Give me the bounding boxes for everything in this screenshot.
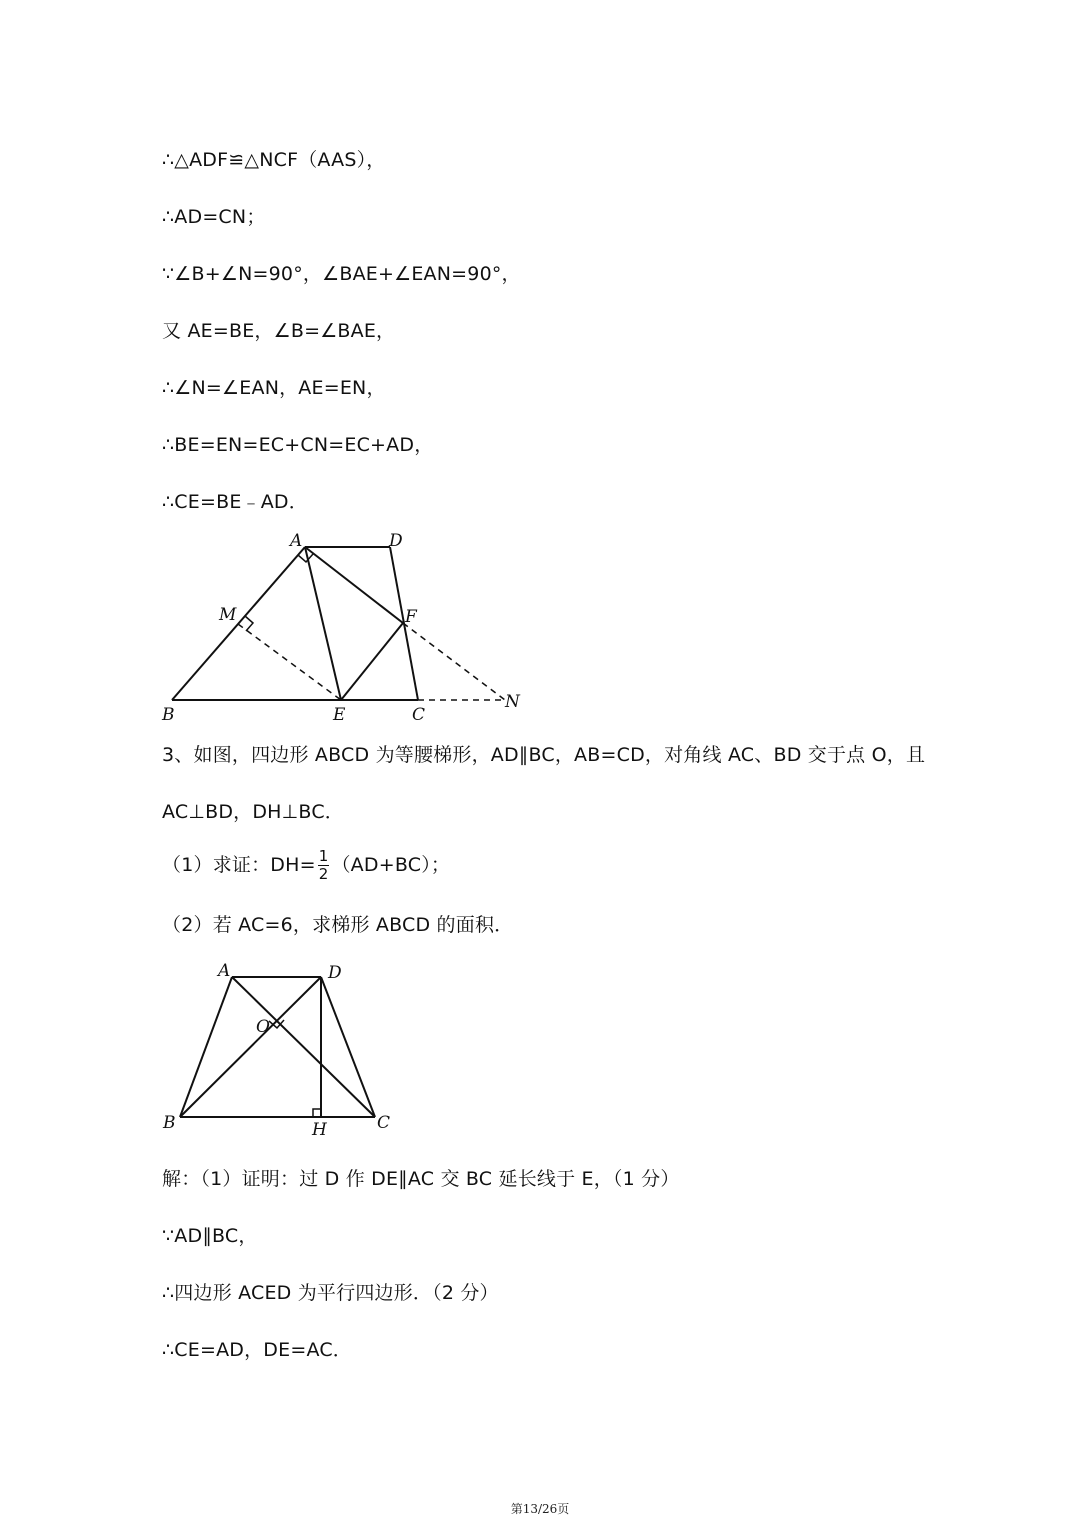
dashed-FN <box>403 623 505 700</box>
right-angle-mark-M <box>245 616 253 631</box>
right-angle-mark-H <box>313 1109 321 1117</box>
problem-3-part-1 <box>162 848 450 882</box>
problem-3-line-1: 3、如图，四边形 ABCD 为等腰梯形，AD∥BC，AB=CD，对角线 AC、BD 交于点 O，且 <box>162 744 926 766</box>
segment-DC <box>321 977 375 1117</box>
label-F: F <box>405 607 417 627</box>
proof-line-5: ∴∠N=∠EAN，AE=EN， <box>162 377 386 399</box>
solution-line-3: ∴四边形 ACED 为平行四边形．（2 分） <box>162 1282 499 1304</box>
part-1-prefix: （1）求证：DH= <box>162 854 316 876</box>
diagonal-AC <box>232 977 375 1117</box>
solution-line-2: ∵AD∥BC， <box>162 1225 258 1247</box>
label-H: H <box>312 1120 327 1140</box>
proof-line-3: ∵∠B+∠N=90°，∠BAE+∠EAN=90°， <box>162 263 521 285</box>
label-B: B <box>163 1113 176 1133</box>
label-C: C <box>377 1113 391 1133</box>
label-A: A <box>290 531 303 551</box>
proof-line-7: ∴CE=BE﹣AD． <box>162 491 308 513</box>
label-C: C <box>412 705 426 725</box>
proof-line-6: ∴BE=EN=EC+CN=EC+AD， <box>162 434 434 456</box>
fraction-denominator: 2 <box>318 865 329 883</box>
solution-line-4: ∴CE=AD，DE=AC． <box>162 1339 352 1361</box>
right-angle-mark-A <box>298 554 313 562</box>
solution-line-1: 解：（1）证明：过 D 作 DE∥AC 交 BC 延长线于 E，（1 分） <box>162 1168 680 1190</box>
label-M: M <box>219 605 237 625</box>
problem-3-line-2: AC⊥BD，DH⊥BC． <box>162 801 344 823</box>
label-D: D <box>328 963 342 983</box>
proof-line-4: 又 AE=BE，∠B=∠BAE， <box>162 320 396 342</box>
label-O: O <box>256 1017 270 1037</box>
figure-1-diagram <box>150 525 540 725</box>
problem-3-part-2: （2）若 AC=6，求梯形 ABCD 的面积． <box>162 914 514 936</box>
proof-line-2: ∴AD=CN； <box>162 206 266 228</box>
label-A: A <box>218 961 231 981</box>
label-N: N <box>505 692 520 712</box>
diagonal-BD <box>180 977 321 1117</box>
segment-AB <box>180 977 232 1117</box>
fraction-numerator: 1 <box>318 847 329 865</box>
label-E: E <box>333 705 346 725</box>
part-1-suffix: （AD+BC）； <box>331 854 451 876</box>
proof-line-1: ∴△ADF≌△NCF（AAS）， <box>162 149 386 171</box>
fraction-one-half <box>318 849 330 882</box>
figure-2-diagram <box>150 955 410 1140</box>
label-D: D <box>389 531 403 551</box>
page-number: 第13/26页 <box>510 1502 570 1516</box>
segment-EF <box>341 623 403 700</box>
label-B: B <box>162 705 175 725</box>
